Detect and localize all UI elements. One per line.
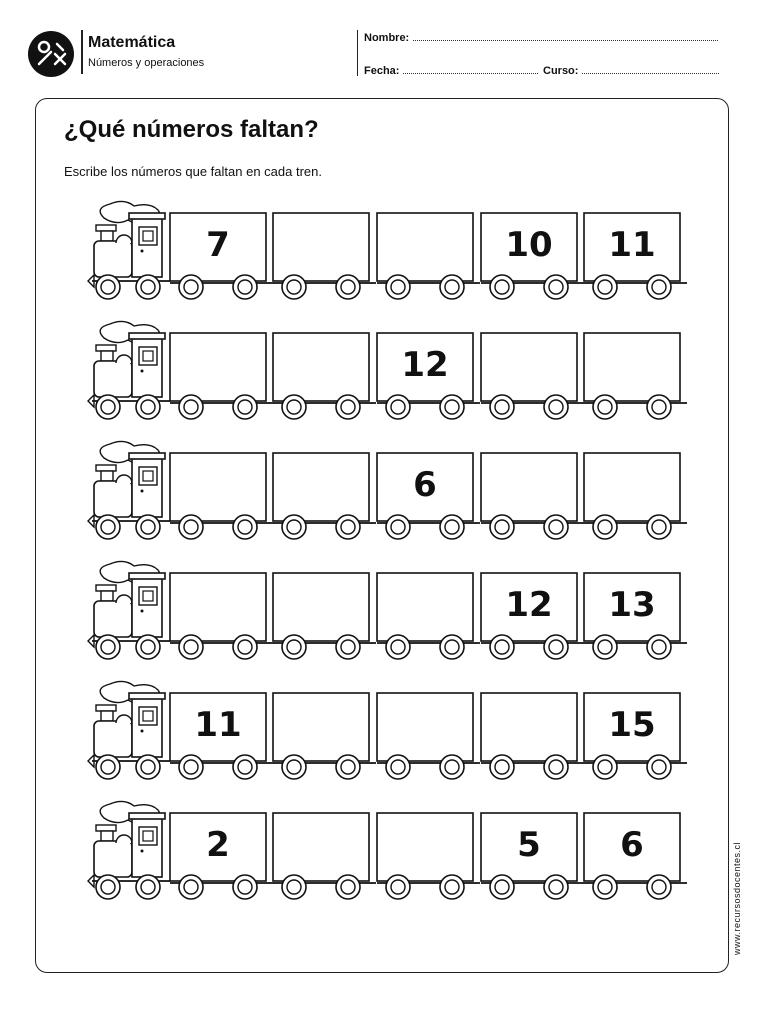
train-car[interactable] xyxy=(170,213,273,299)
train-car[interactable] xyxy=(273,573,376,659)
car-number: 13 xyxy=(608,585,656,625)
train-car[interactable] xyxy=(584,573,687,659)
train-car[interactable] xyxy=(170,333,273,419)
car-number: 6 xyxy=(413,465,437,505)
train-car[interactable] xyxy=(481,813,584,899)
train xyxy=(88,561,687,659)
train xyxy=(88,201,687,299)
car-number: 15 xyxy=(608,705,656,745)
name-label: Nombre: xyxy=(364,32,410,44)
locomotive-icon xyxy=(88,201,170,299)
train-car[interactable] xyxy=(170,693,273,779)
car-number: 5 xyxy=(517,825,541,865)
train-car[interactable] xyxy=(481,333,584,419)
train-car[interactable] xyxy=(273,453,376,539)
locomotive-icon xyxy=(88,441,170,539)
train-car[interactable] xyxy=(170,813,273,899)
train-car[interactable] xyxy=(584,813,687,899)
train-car[interactable] xyxy=(481,693,584,779)
locomotive-icon xyxy=(88,681,170,779)
train-car[interactable] xyxy=(481,453,584,539)
subject-title: Matemática xyxy=(88,34,176,51)
train-car[interactable] xyxy=(481,573,584,659)
train xyxy=(88,801,687,899)
locomotive-icon xyxy=(88,561,170,659)
train-car[interactable] xyxy=(377,693,480,779)
date-label: Fecha: xyxy=(364,65,400,77)
train-car[interactable] xyxy=(377,453,480,539)
train xyxy=(88,441,687,539)
train-car[interactable] xyxy=(273,333,376,419)
train-car[interactable] xyxy=(273,213,376,299)
train-car[interactable] xyxy=(377,813,480,899)
train-car[interactable] xyxy=(377,573,480,659)
car-number: 11 xyxy=(608,225,656,265)
train-car[interactable] xyxy=(170,573,273,659)
car-number: 6 xyxy=(620,825,644,865)
worksheet-instructions: Escribe los números que faltan en cada tren. xyxy=(64,164,322,179)
car-number: 2 xyxy=(206,825,230,865)
train-car[interactable] xyxy=(170,453,273,539)
train xyxy=(88,321,687,419)
course-label: Curso: xyxy=(543,65,579,77)
locomotive-icon xyxy=(88,321,170,419)
car-number: 12 xyxy=(505,585,553,625)
train-car[interactable] xyxy=(273,813,376,899)
car-number: 10 xyxy=(505,225,553,265)
train-car[interactable] xyxy=(377,213,480,299)
train-car[interactable] xyxy=(377,333,480,419)
train-car[interactable] xyxy=(273,693,376,779)
train-car[interactable] xyxy=(584,333,687,419)
train-car[interactable] xyxy=(584,453,687,539)
locomotive-icon xyxy=(88,801,170,899)
site-credit: www.recursosdocentes.cl xyxy=(732,841,742,955)
train xyxy=(88,681,687,779)
car-number: 7 xyxy=(206,225,230,265)
topic-subtitle: Números y operaciones xyxy=(88,57,205,69)
car-number: 11 xyxy=(194,705,242,745)
train-car[interactable] xyxy=(584,693,687,779)
train-car[interactable] xyxy=(481,213,584,299)
car-number: 12 xyxy=(401,345,449,385)
worksheet-title: ¿Qué números faltan? xyxy=(64,116,319,143)
train-car[interactable] xyxy=(584,213,687,299)
